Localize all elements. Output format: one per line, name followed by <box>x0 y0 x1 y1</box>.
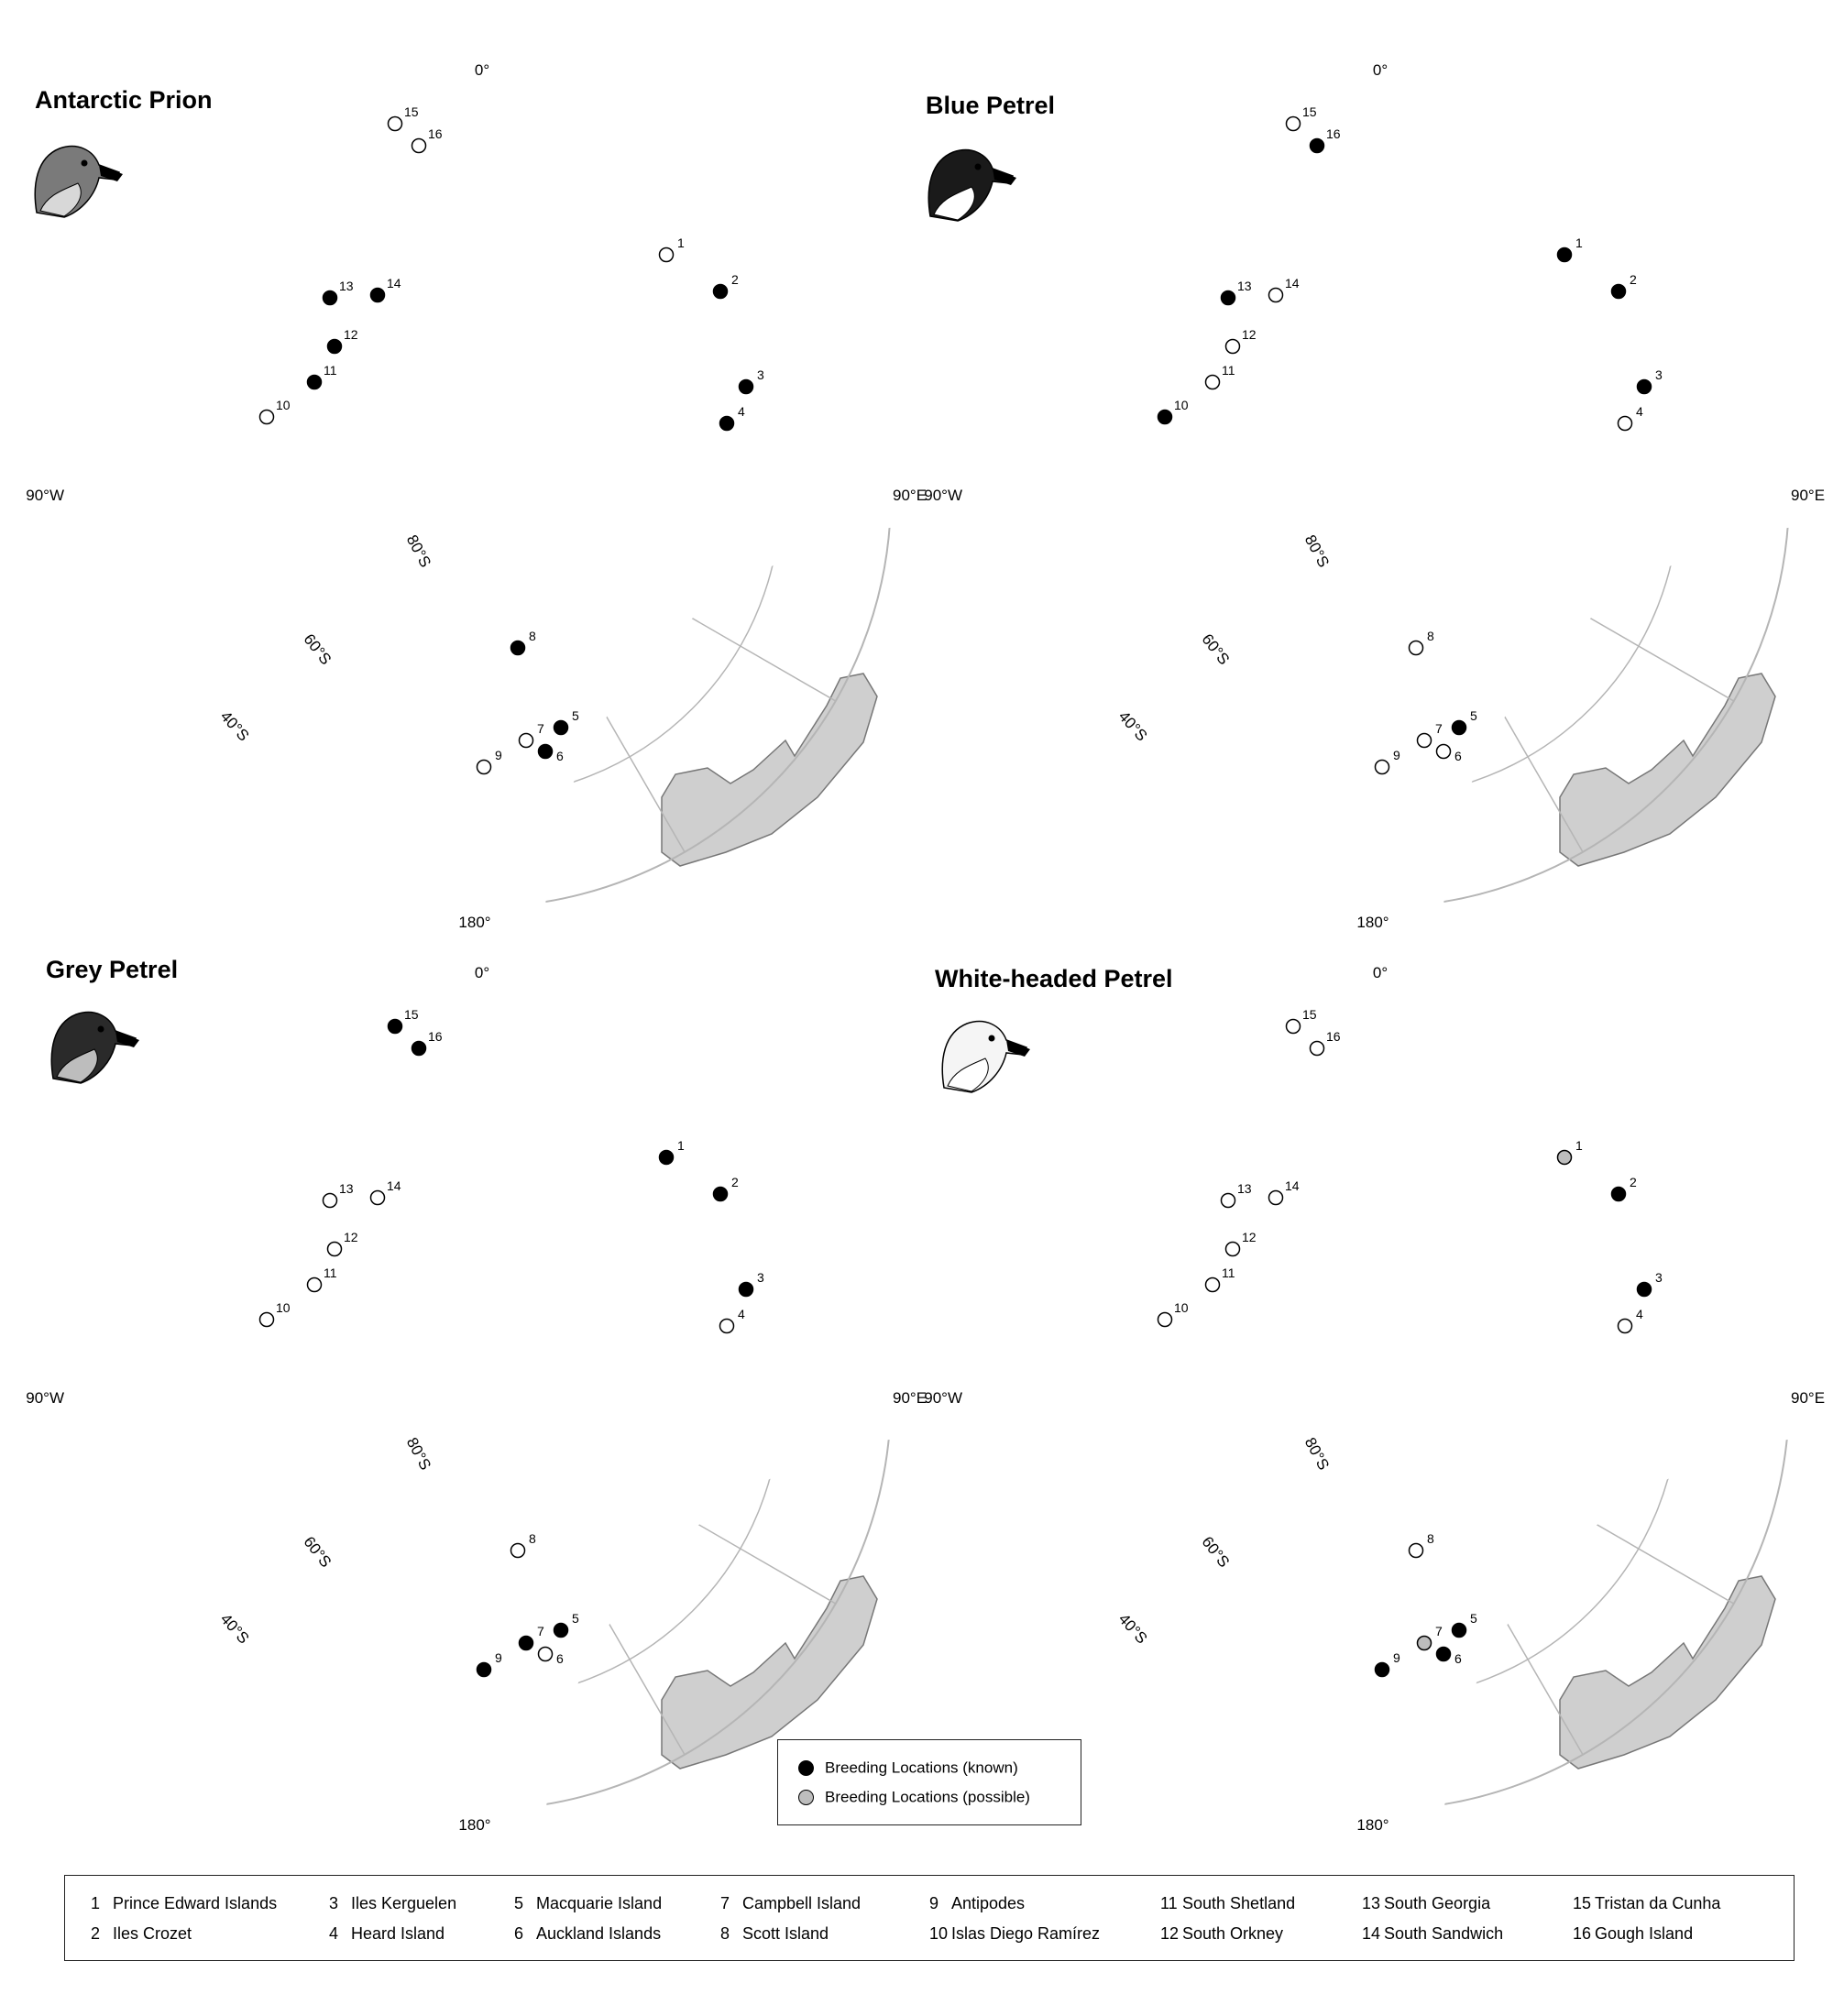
site-number-1: 1 <box>1575 236 1583 250</box>
site-marker-9 <box>477 761 491 774</box>
site-marker-11 <box>308 376 322 389</box>
key-entry-1 <box>91 1894 277 1913</box>
key-entry-4 <box>329 1924 445 1944</box>
key-number: 16 <box>1573 1924 1592 1943</box>
latitude-circle <box>332 1251 625 1544</box>
latitude-circle <box>176 192 781 797</box>
bird-head-icon <box>935 1014 1036 1097</box>
latitude-label-40s: 40°S <box>216 1610 253 1648</box>
africa-land <box>662 101 719 126</box>
meridian-line <box>272 554 445 852</box>
site-marker-4 <box>1619 1320 1632 1333</box>
site-marker-1 <box>660 1151 674 1165</box>
meridian-line <box>1170 554 1343 852</box>
site-marker-12 <box>328 340 342 354</box>
new-zealand-north-land <box>513 1689 539 1748</box>
antarctica-land <box>1253 1286 1540 1535</box>
site-marker-13 <box>1222 1194 1235 1208</box>
site-marker-8 <box>1410 1544 1423 1558</box>
site-number-10: 10 <box>276 398 291 412</box>
site-number-4: 4 <box>738 404 745 419</box>
meridian-line <box>1411 137 1584 435</box>
key-number: 7 <box>720 1894 730 1912</box>
site-number-2: 2 <box>731 1175 739 1189</box>
polar-map <box>0 55 927 962</box>
site-number-3: 3 <box>757 1270 764 1285</box>
latitude-circle <box>1308 1329 1445 1466</box>
new-zealand-south-land <box>488 1746 522 1801</box>
key-location-name: Tristan da Cunha <box>1595 1894 1721 1912</box>
africa-land <box>1560 101 1617 126</box>
key-location-name: Heard Island <box>351 1924 445 1943</box>
site-marker-4 <box>720 417 734 431</box>
new-zealand-south-land <box>1386 1746 1421 1801</box>
new-zealand-south-land <box>488 843 522 898</box>
meridian-line <box>538 1191 836 1364</box>
site-number-13: 13 <box>1237 279 1252 293</box>
site-number-5: 5 <box>1470 1611 1477 1626</box>
meridian-line <box>121 530 419 702</box>
site-marker-14 <box>1269 1191 1283 1205</box>
site-marker-7 <box>520 734 533 748</box>
site-number-2: 2 <box>1630 272 1637 287</box>
meridian-line <box>1170 1040 1343 1338</box>
africa-land <box>662 1003 719 1029</box>
key-entry-5 <box>514 1894 662 1913</box>
site-marker-5 <box>554 1624 568 1638</box>
latitude-label-60s: 60°S <box>300 1533 335 1572</box>
key-number: 10 <box>929 1924 949 1943</box>
site-marker-11 <box>1206 376 1220 389</box>
key-entry-12 <box>1160 1924 1283 1944</box>
polar-map <box>898 55 1826 962</box>
site-number-14: 14 <box>1285 1178 1300 1193</box>
key-number: 14 <box>1362 1924 1381 1943</box>
site-number-16: 16 <box>428 126 443 141</box>
site-marker-13 <box>1222 291 1235 305</box>
site-number-12: 12 <box>344 327 358 342</box>
site-marker-14 <box>371 1191 385 1205</box>
meridian-line <box>121 1191 419 1364</box>
meridian-label-0: 0° <box>1372 964 1388 981</box>
antarctica-land <box>355 383 642 632</box>
site-marker-6 <box>1437 745 1451 759</box>
site-number-6: 6 <box>1454 1651 1462 1666</box>
site-marker-4 <box>1619 417 1632 431</box>
site-number-10: 10 <box>276 1300 291 1315</box>
new-zealand-north-land <box>1411 786 1437 845</box>
key-number: 6 <box>514 1924 524 1943</box>
site-marker-10 <box>1158 411 1172 424</box>
key-number: 12 <box>1160 1924 1180 1943</box>
key-entry-15 <box>1573 1894 1720 1913</box>
species-title: Blue Petrel <box>926 92 1056 119</box>
site-marker-3 <box>1638 1283 1652 1297</box>
site-number-13: 13 <box>339 1181 354 1196</box>
australia-land <box>662 674 877 866</box>
meridian-line <box>513 1040 686 1338</box>
latitude-circle <box>332 348 625 641</box>
site-number-15: 15 <box>404 104 419 119</box>
site-marker-10 <box>1158 1313 1172 1327</box>
meridian-line <box>1411 554 1584 852</box>
site-marker-2 <box>1612 285 1626 299</box>
site-marker-16 <box>1311 1042 1324 1056</box>
key-number: 2 <box>91 1924 101 1943</box>
site-number-3: 3 <box>1655 1270 1663 1285</box>
meridian-label-180: 180° <box>1356 1816 1389 1834</box>
site-marker-16 <box>412 1042 426 1056</box>
legend-possible-label: Breeding Locations (possible) <box>825 1788 1030 1806</box>
site-number-5: 5 <box>572 1611 579 1626</box>
site-number-6: 6 <box>556 749 564 763</box>
antarctic-peninsula-land <box>330 1295 394 1356</box>
site-number-16: 16 <box>1326 126 1341 141</box>
meridian-line <box>513 137 686 435</box>
latitude-label-40s: 40°S <box>1114 707 1151 745</box>
latitude-label-60s: 60°S <box>1198 1533 1234 1572</box>
site-marker-12 <box>1226 1243 1240 1256</box>
site-number-8: 8 <box>1427 629 1434 643</box>
site-marker-15 <box>389 1020 402 1034</box>
site-marker-12 <box>328 1243 342 1256</box>
latitude-label-80s: 80°S <box>1301 531 1333 571</box>
species-title: Antarctic Prion <box>35 86 213 114</box>
meridian-line <box>538 530 836 702</box>
site-number-10: 10 <box>1174 398 1189 412</box>
meridian-label-90e: 90°E <box>1791 487 1826 504</box>
meridian-label-180: 180° <box>458 1816 491 1834</box>
key-entry-9 <box>929 1894 1025 1913</box>
site-number-5: 5 <box>1470 708 1477 723</box>
new-zealand-south-land <box>1386 843 1421 898</box>
south-america-land <box>59 1123 233 1278</box>
meridian-line <box>1170 137 1343 435</box>
site-number-11: 11 <box>324 363 337 378</box>
antarctic-peninsula-land <box>330 392 394 454</box>
site-marker-10 <box>260 411 274 424</box>
site-number-3: 3 <box>1655 367 1663 382</box>
key-entry-13 <box>1362 1894 1490 1913</box>
bird-head-icon <box>921 143 1022 225</box>
key-location-name: South Shetland <box>1182 1894 1296 1912</box>
site-number-12: 12 <box>1242 327 1257 342</box>
site-marker-6 <box>539 745 553 759</box>
key-entry-11 <box>1160 1894 1295 1913</box>
meridian-line <box>1436 530 1734 702</box>
site-marker-13 <box>324 291 337 305</box>
site-number-15: 15 <box>1302 104 1317 119</box>
antarctica-land <box>1253 383 1540 632</box>
meridian-line <box>1436 1191 1734 1364</box>
site-number-2: 2 <box>731 272 739 287</box>
key-location-name: Iles Crozet <box>113 1924 192 1943</box>
meridian-line <box>513 554 686 852</box>
possible-dot-icon <box>798 1790 814 1805</box>
site-number-8: 8 <box>1427 1531 1434 1546</box>
site-marker-1 <box>660 248 674 262</box>
site-marker-9 <box>1376 1663 1389 1677</box>
latitude-circle <box>1230 1251 1523 1544</box>
australia-land <box>1560 674 1775 866</box>
site-number-4: 4 <box>1636 404 1643 419</box>
site-number-7: 7 <box>1435 721 1443 736</box>
antarctic-peninsula-land <box>1228 1295 1292 1356</box>
site-marker-8 <box>511 641 525 655</box>
meridian-line <box>1411 1457 1584 1755</box>
site-number-8: 8 <box>529 1531 536 1546</box>
latitude-label-40s: 40°S <box>1114 1610 1151 1648</box>
meridian-line <box>1436 289 1734 461</box>
site-number-15: 15 <box>404 1007 419 1022</box>
map-panel-white-headed-petrel <box>898 948 1826 1856</box>
site-marker-4 <box>720 1320 734 1333</box>
site-number-6: 6 <box>556 1651 564 1666</box>
meridian-label-0: 0° <box>474 964 490 981</box>
meridian-line <box>1170 1457 1343 1755</box>
meridian-line <box>272 137 445 435</box>
latitude-circle <box>410 426 547 564</box>
meridian-label-90w: 90°W <box>924 487 962 504</box>
legend-known <box>798 1759 1018 1778</box>
latitude-label-40s: 40°S <box>216 707 253 745</box>
site-marker-15 <box>1287 117 1301 131</box>
key-location-name: Gough Island <box>1595 1924 1694 1943</box>
site-number-13: 13 <box>339 279 354 293</box>
new-zealand-north-land <box>513 786 539 845</box>
breeding-legend <box>777 1739 1081 1825</box>
key-entry-10 <box>929 1924 1100 1944</box>
map-panel-antarctic-prion <box>0 55 927 962</box>
meridian-line <box>121 1432 419 1605</box>
bird-head-icon <box>27 139 128 222</box>
site-number-15: 15 <box>1302 1007 1317 1022</box>
site-marker-1 <box>1558 248 1572 262</box>
site-marker-6 <box>539 1648 553 1661</box>
meridian-line <box>538 289 836 461</box>
site-number-16: 16 <box>1326 1029 1341 1044</box>
key-location-name: Prince Edward Islands <box>113 1894 278 1912</box>
site-number-3: 3 <box>757 367 764 382</box>
latitude-circle <box>176 1095 781 1700</box>
site-number-14: 14 <box>387 1178 401 1193</box>
key-location-name: South Sandwich <box>1384 1924 1504 1943</box>
key-entry-3 <box>329 1894 456 1913</box>
site-marker-2 <box>1612 1188 1626 1201</box>
site-number-12: 12 <box>1242 1230 1257 1244</box>
meridian-label-90w: 90°W <box>924 1389 962 1407</box>
site-number-9: 9 <box>1393 748 1400 762</box>
meridian-line <box>513 1457 686 1755</box>
legend-known-label: Breeding Locations (known) <box>825 1759 1018 1777</box>
key-number: 13 <box>1362 1894 1381 1912</box>
site-number-5: 5 <box>572 708 579 723</box>
key-number: 9 <box>929 1894 939 1912</box>
bird-head-icon <box>44 1005 145 1088</box>
meridian-label-90e: 90°E <box>893 487 927 504</box>
meridian-line <box>1019 530 1317 702</box>
key-location-name: South Georgia <box>1384 1894 1491 1912</box>
key-location-name: Auckland Islands <box>536 1924 662 1943</box>
latitude-label-60s: 60°S <box>1198 630 1234 669</box>
site-number-11: 11 <box>1222 1265 1235 1280</box>
meridian-label-90w: 90°W <box>26 1389 64 1407</box>
site-number-10: 10 <box>1174 1300 1189 1315</box>
site-number-4: 4 <box>738 1307 745 1321</box>
key-location-name: Iles Kerguelen <box>351 1894 457 1912</box>
site-marker-10 <box>260 1313 274 1327</box>
site-marker-3 <box>740 1283 753 1297</box>
site-marker-15 <box>1287 1020 1301 1034</box>
meridian-label-90w: 90°W <box>26 487 64 504</box>
antarctica-land <box>355 1286 642 1535</box>
key-number: 1 <box>91 1894 101 1912</box>
south-america-land <box>957 1123 1131 1278</box>
australia-land <box>1560 1576 1775 1769</box>
site-marker-8 <box>1410 641 1423 655</box>
site-marker-6 <box>1437 1648 1451 1661</box>
latitude-circle <box>1074 1095 1679 1700</box>
site-marker-7 <box>1418 734 1432 748</box>
site-number-9: 9 <box>495 1650 502 1665</box>
key-number: 15 <box>1573 1894 1592 1912</box>
site-number-13: 13 <box>1237 1181 1252 1196</box>
site-marker-7 <box>1418 1637 1432 1650</box>
key-number: 8 <box>720 1924 730 1943</box>
site-marker-7 <box>520 1637 533 1650</box>
key-location-name: South Orkney <box>1182 1924 1284 1943</box>
site-number-7: 7 <box>537 721 544 736</box>
site-number-12: 12 <box>344 1230 358 1244</box>
legend-possible <box>798 1788 1030 1807</box>
meridian-label-0: 0° <box>1372 61 1388 79</box>
key-entry-2 <box>91 1924 192 1944</box>
latitude-circle <box>1230 348 1523 641</box>
meridian-label-180: 180° <box>458 914 491 931</box>
site-marker-1 <box>1558 1151 1572 1165</box>
latitude-label-80s: 80°S <box>1301 1434 1333 1474</box>
species-title: White-headed Petrel <box>935 965 1173 992</box>
site-marker-14 <box>371 289 385 302</box>
map-panel-blue-petrel <box>898 55 1826 962</box>
latitude-label-60s: 60°S <box>300 630 335 669</box>
site-marker-15 <box>389 117 402 131</box>
site-marker-9 <box>477 1663 491 1677</box>
key-entry-8 <box>720 1924 829 1944</box>
key-entry-7 <box>720 1894 861 1913</box>
site-number-11: 11 <box>324 1265 337 1280</box>
site-number-1: 1 <box>677 1138 685 1153</box>
latitude-circle <box>1308 426 1445 564</box>
site-marker-3 <box>740 380 753 394</box>
site-number-6: 6 <box>1454 749 1462 763</box>
meridian-line <box>1019 1432 1317 1605</box>
meridian-line <box>1411 1040 1584 1338</box>
key-entry-14 <box>1362 1924 1503 1944</box>
location-key <box>64 1875 1795 1961</box>
meridian-label-0: 0° <box>474 61 490 79</box>
site-marker-2 <box>714 1188 728 1201</box>
site-number-8: 8 <box>529 629 536 643</box>
meridian-line <box>272 1457 445 1755</box>
site-marker-9 <box>1376 761 1389 774</box>
site-marker-11 <box>308 1278 322 1292</box>
meridian-line <box>121 289 419 461</box>
site-number-9: 9 <box>495 748 502 762</box>
africa-land <box>1560 1003 1617 1029</box>
latitude-label-80s: 80°S <box>402 531 434 571</box>
site-number-16: 16 <box>428 1029 443 1044</box>
latitude-circle <box>410 1329 547 1466</box>
site-marker-5 <box>554 721 568 735</box>
site-marker-8 <box>511 1544 525 1558</box>
site-marker-13 <box>324 1194 337 1208</box>
key-location-name: Scott Island <box>742 1924 829 1943</box>
site-number-2: 2 <box>1630 1175 1637 1189</box>
south-america-land <box>59 220 233 376</box>
site-marker-5 <box>1453 1624 1466 1638</box>
key-location-name: Macquarie Island <box>536 1894 663 1912</box>
meridian-line <box>1019 289 1317 461</box>
key-entry-6 <box>514 1924 661 1944</box>
site-number-1: 1 <box>1575 1138 1583 1153</box>
site-number-7: 7 <box>1435 1624 1443 1638</box>
site-number-14: 14 <box>387 276 401 290</box>
key-location-name: Campbell Island <box>742 1894 862 1912</box>
site-marker-2 <box>714 285 728 299</box>
species-title: Grey Petrel <box>46 956 179 983</box>
meridian-line <box>1019 1191 1317 1364</box>
meridian-line <box>272 1040 445 1338</box>
south-america-land <box>957 220 1131 376</box>
site-marker-14 <box>1269 289 1283 302</box>
meridian-label-90e: 90°E <box>1791 1389 1826 1407</box>
key-number: 11 <box>1160 1894 1178 1912</box>
site-marker-16 <box>412 139 426 153</box>
polar-map <box>898 948 1826 1856</box>
site-number-4: 4 <box>1636 1307 1643 1321</box>
meridian-label-90e: 90°E <box>893 1389 927 1407</box>
site-number-11: 11 <box>1222 363 1235 378</box>
antarctic-peninsula-land <box>1228 392 1292 454</box>
key-number: 4 <box>329 1924 339 1943</box>
key-entry-16 <box>1573 1924 1693 1944</box>
latitude-label-80s: 80°S <box>402 1434 434 1474</box>
site-number-14: 14 <box>1285 276 1300 290</box>
meridian-line <box>1436 1432 1734 1605</box>
site-marker-5 <box>1453 721 1466 735</box>
key-location-name: Islas Diego Ramírez <box>951 1924 1101 1943</box>
site-number-1: 1 <box>677 236 685 250</box>
key-number: 3 <box>329 1894 339 1912</box>
new-zealand-north-land <box>1411 1689 1437 1748</box>
site-number-9: 9 <box>1393 1650 1400 1665</box>
site-marker-16 <box>1311 139 1324 153</box>
site-marker-3 <box>1638 380 1652 394</box>
key-location-name: Antipodes <box>951 1894 1026 1912</box>
site-marker-12 <box>1226 340 1240 354</box>
meridian-line <box>538 1432 836 1605</box>
known-dot-icon <box>798 1760 814 1776</box>
site-number-7: 7 <box>537 1624 544 1638</box>
latitude-circle <box>1074 192 1679 797</box>
key-number: 5 <box>514 1894 524 1912</box>
site-marker-11 <box>1206 1278 1220 1292</box>
meridian-label-180: 180° <box>1356 914 1389 931</box>
